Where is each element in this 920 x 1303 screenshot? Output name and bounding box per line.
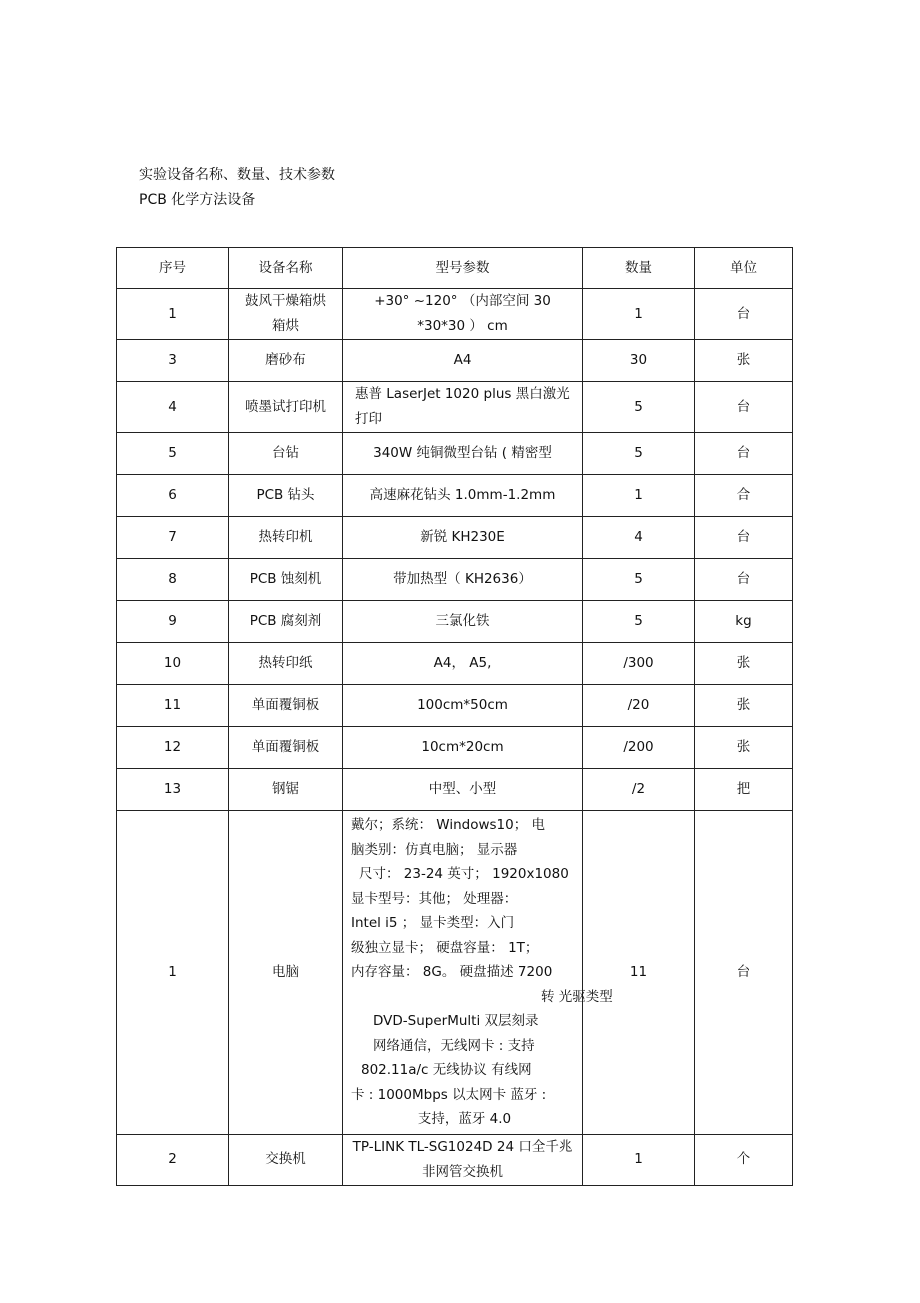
params-line: 网络通信，无线网卡 : 支持 [373,1037,535,1054]
params-line: 支持，蓝牙 4.0 [417,1111,512,1127]
row-params: 新锐 KH230E [343,517,583,559]
row-no: 5 [117,433,229,475]
row-params: 高速麻花钻头 1.0mm-1.2mm [343,475,583,517]
row-params: TP-LINK TL-SG1024D 24 口全千兆非网管交换机 [343,1134,583,1185]
row-name: PCB 腐刻剂 [229,601,343,643]
params-line: 脑类别：仿真电脑； 显示器 [351,841,518,858]
row-no: 3 [117,340,229,382]
row-no: 6 [117,475,229,517]
row-name: 鼓风干燥箱烘箱烘 [229,289,343,340]
row-qty: 4 [583,517,695,559]
row-params: +30° ~120° （内部空间 30*30*30 ） cm [343,289,583,340]
row-no: 1 [117,289,229,340]
row-name: 交换机 [229,1134,343,1185]
row-name: PCB 蚀刻机 [229,559,343,601]
row-qty: 5 [583,559,695,601]
row-name: 热转印纸 [229,643,343,685]
row-unit: 张 [695,685,793,727]
row-qty: 1 [583,1134,695,1185]
equipment-table [116,247,793,1186]
row-qty: 1 [583,475,695,517]
row-params: 340W 纯铜微型台钻 ( 精密型 [343,433,583,475]
table-row [117,475,793,517]
table-row [117,727,793,769]
table-row [117,643,793,685]
row-params: A4， A5, [343,643,583,685]
row-params: 中型、小型 [343,769,583,811]
document-heading: 实验设备名称、数量、技术参数 [139,167,335,183]
params-line: 内存容量： 8G。 硬盘描述 7200 [351,964,553,980]
row-qty: /2 [583,769,695,811]
row-params: 带加热型（ KH2636） [343,559,583,601]
row-qty: /20 [583,685,695,727]
row-no: 8 [117,559,229,601]
row-unit: kg [695,601,793,643]
row-no: 2 [117,1134,229,1185]
row-qty: 5 [583,382,695,433]
header-name: 设备名称 [229,248,343,289]
params-line: 尺寸： 23-24 英寸； 1920x1080 [359,866,569,882]
row-unit: 张 [695,643,793,685]
row-no: 10 [117,643,229,685]
row-qty: 5 [583,601,695,643]
row-qty: 30 [583,340,695,382]
params-line: 转 光驱类型 [541,988,613,1005]
table-row [117,340,793,382]
row-unit: 台 [695,433,793,475]
table-row [117,289,793,340]
row-no: 4 [117,382,229,433]
row-qty: 5 [583,433,695,475]
params-line: 戴尔；系统： Windows10； 电 [351,817,546,833]
row-unit: 张 [695,727,793,769]
row-no: 12 [117,727,229,769]
row-name: 台钻 [229,433,343,475]
row-params: 10cm*20cm [343,727,583,769]
row-no: 9 [117,601,229,643]
header-qty: 数量 [583,248,695,289]
table-row-switch [117,1134,793,1185]
row-qty: /200 [583,727,695,769]
document-subheading: PCB 化学方法设备 [139,192,256,208]
row-name: 热转印机 [229,517,343,559]
row-params: 惠普 LaserJet 1020 plus 黑白激光打印 [343,382,583,433]
row-params: 100cm*50cm [343,685,583,727]
params-line: 802.11a/c 无线协议 有线网 [361,1062,532,1078]
row-unit: 张 [695,340,793,382]
row-name: PCB 钻头 [229,475,343,517]
table-row [117,769,793,811]
params-line: DVD-SuperMulti 双层刻录 [373,1013,539,1029]
params-line: 卡 : 1000Mbps 以太网卡 蓝牙 : [351,1086,547,1103]
row-qty: /300 [583,643,695,685]
header-params: 型号参数 [343,248,583,289]
row-qty: 11 [583,811,695,1135]
row-name: 磨砂布 [229,340,343,382]
table-row [117,382,793,433]
row-no: 11 [117,685,229,727]
params-line: 显卡型号：其他； 处理器： [351,890,518,907]
row-unit: 把 [695,769,793,811]
table-row [117,559,793,601]
table-row [117,685,793,727]
row-name: 单面覆铜板 [229,685,343,727]
row-params: A4 [343,340,583,382]
row-unit: 台 [695,289,793,340]
row-name: 喷墨试打印机 [229,382,343,433]
row-unit: 台 [695,559,793,601]
header-no: 序号 [117,248,229,289]
row-unit: 个 [695,1134,793,1185]
header-unit: 单位 [695,248,793,289]
row-params: 三氯化铁 [343,601,583,643]
row-unit: 台 [695,811,793,1135]
row-name: 钢锯 [229,769,343,811]
params-line: Intel i5 ； 显卡类型：入门 [351,915,515,931]
row-params-computer [343,811,613,1135]
row-name: 单面覆铜板 [229,727,343,769]
row-unit: 台 [695,517,793,559]
row-name: 电脑 [229,811,343,1135]
table-row-computer [117,811,793,1135]
row-unit: 合 [695,475,793,517]
table-header-row [117,248,793,289]
table-row [117,517,793,559]
table-row [117,601,793,643]
table-row [117,433,793,475]
row-no: 13 [117,769,229,811]
row-unit: 台 [695,382,793,433]
row-no: 7 [117,517,229,559]
params-line: 级独立显卡； 硬盘容量： 1T； [351,939,539,956]
row-qty: 1 [583,289,695,340]
row-no: 1 [117,811,229,1135]
